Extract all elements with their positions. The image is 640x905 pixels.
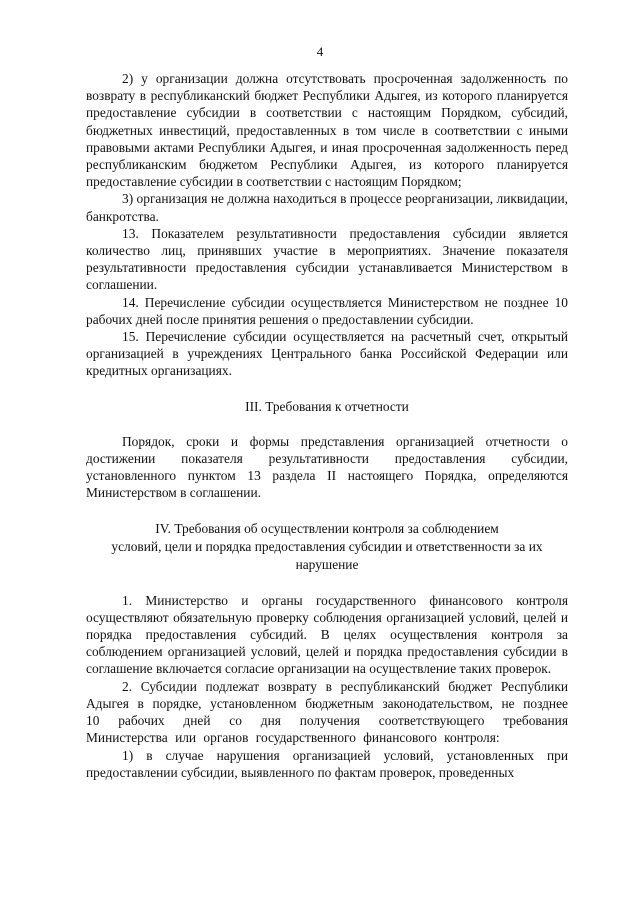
paragraph-item-13: 13. Показателем результативности предоставления субсидии является количество лиц, принявших участие в мероприятиях. Значение показателя результативности предоставления субсидии устанавливается Министерством в соглашении. <box>86 225 568 293</box>
section-4-heading <box>86 520 568 574</box>
section-4-paragraph-2: 2. Субсидии подлежат возврату в республиканский бюджет Республики Адыгея в порядке, установленном бюджетным законодательством, не позднее 10 рабочих дней со дня получения соответствующего требования Министерства или органов государственного финансового контроля: <box>86 678 568 746</box>
paragraph-item-14: 14. Перечисление субсидии осуществляется Министерством не позднее 10 рабочих дней после принятия решения о предоставлении субсидии. <box>86 294 568 327</box>
section-3-paragraph: Порядок, сроки и формы представления организацией отчетности о достижении показателя результативности предоставления субсидии, установленного пунктом 13 раздела II настоящего Порядка, определяются Министерством в соглашении. <box>86 433 568 501</box>
section-4-paragraph-3: 1) в случае нарушения организацией условий, установленных при предоставлении субсидии, выявленного по фактам проверок, проведенных <box>86 747 568 780</box>
page-number: 4 <box>316 44 324 59</box>
section-4-heading-line3: нарушение <box>295 556 359 572</box>
paragraph-item-15: 15. Перечисление субсидии осуществляется на расчетный счет, открытый организацией в учреждениях Центрального банка Российской Федерации или кредитных организациях. <box>86 329 568 379</box>
paragraph-requirement-2: 2) у организации должна отсутствовать просроченная задолженность по возврату в республиканский бюджет Республики Адыгея, из которого планируется предоставление субсидии в соответствии с настоящим Порядком, субсидий, бюджетных инвестиций, предоставленных в том числе в соответствии с иными правовыми актами Республики Адыгея, и иная просроченная задолженность перед республиканским бюджетом Республики Адыгея, из которого планируется предоставление субсидии в соответствии с настоящим Порядком; <box>86 71 568 190</box>
section-4-heading-line1: IV. Требования об осуществлении контроля за соблюдением <box>155 520 499 536</box>
section-4-paragraph-1: 1. Министерство и органы государственного финансового контроля осуществляют обязательную проверку соблюдения организацией условий, целей и порядка предоставления субсидий. В целях осуществления контроля за соблюдением организацией условий, целей и порядка предоставления субсидии в соглашение включается согласие организации на осуществление таких проверок. <box>86 592 568 677</box>
paragraph-requirement-3: 3) организация не должна находиться в процессе реорганизации, ликвидации, банкротства. <box>86 191 568 224</box>
document-body <box>86 70 568 781</box>
section-4-heading-line2: условий, цели и порядка предоставления субсидии и ответственности за их <box>111 538 543 554</box>
section-3-heading: III. Требования к отчетности <box>245 398 409 414</box>
